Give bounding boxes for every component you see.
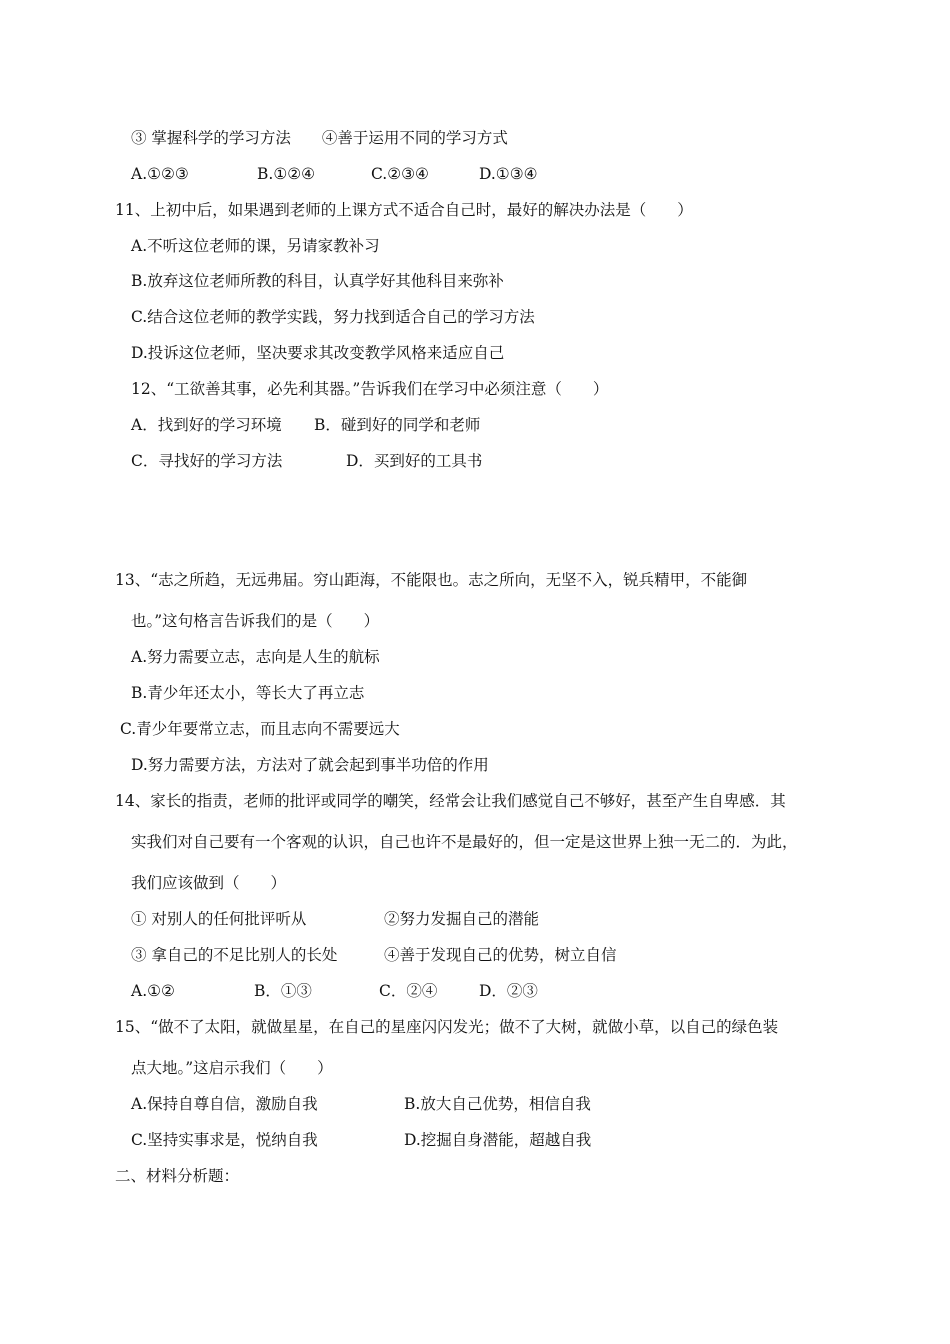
q11-stem: 11、上初中后，如果遇到老师的上课方式不适合自己时，最好的解决办法是（ ） (115, 201, 693, 219)
q13-option-b: B.青少年还太小，等长大了再立志 (131, 684, 365, 702)
q11-option-b: B.放弃这位老师所教的科目，认真学好其他科目来弥补 (131, 272, 504, 290)
q14-item-1: ① 对别人的任何批评听从 (131, 910, 307, 928)
q14-stem-line1: 14、家长的指责，老师的批评或同学的嘲笑，经常会让我们感觉自己不够好，甚至产生自卑感．其 (115, 792, 786, 810)
q12-options-row1 (131, 415, 731, 435)
q11-option-c: C.结合这位老师的教学实践，努力找到适合自己的学习方法 (131, 308, 535, 326)
q11-option-a: A.不听这位老师的课，另请家教补习 (131, 237, 380, 255)
q12-options-row2 (131, 451, 731, 471)
q15-stem-line2: 点大地。”这启示我们（ ） (131, 1059, 333, 1077)
q13-option-a: A.努力需要立志，志向是人生的航标 (131, 648, 380, 666)
prev-item-line: ③ 掌握科学的学习方法 ④善于运用不同的学习方式 (131, 129, 508, 147)
q12-option-b: B．碰到好的同学和老师 (314, 416, 481, 434)
q14-item-2: ②努力发掘自己的潜能 (384, 910, 540, 928)
q12-stem: 12、“工欲善其事，必先利其器。”告诉我们在学习中必须注意（ ） (131, 380, 609, 398)
q14-option-c: C．②④ (379, 982, 438, 1000)
q14-option-a: A.①② (131, 982, 175, 1000)
q15-options-row2 (131, 1130, 731, 1150)
q13-option-c: C.青少年要常立志，而且志向不需要远大 (120, 720, 400, 738)
q13-option-d: D.努力需要方法，方法对了就会起到事半功倍的作用 (131, 756, 489, 774)
q15-option-d: D.挖掘自身潜能，超越自我 (404, 1131, 592, 1149)
q13-stem-line2: 也。”这句格言告诉我们的是（ ） (131, 612, 380, 630)
q14-stem-line3: 我们应该做到（ ） (131, 874, 287, 892)
q14-items-row1 (131, 909, 731, 929)
q14-options-row (131, 981, 731, 1001)
q12-option-d: D．买到好的工具书 (346, 452, 483, 470)
q14-stem-line2: 实我们对自己要有一个客观的认识，自己也许不是最好的，但一定是这世界上独一无二的．为此， (131, 833, 798, 851)
q14-item-4: ④善于发现自己的优势，树立自信 (384, 946, 617, 964)
q15-options-row1 (131, 1094, 731, 1114)
section-heading: 二、材料分析题： (115, 1167, 240, 1185)
q11-option-d: D.投诉这位老师，坚决要求其改变教学风格来适应自己 (131, 344, 505, 362)
q13-stem-line1: 13、“志之所趋，无远弗届。穷山距海，不能限也。志之所向，无坚不入，锐兵精甲，不能御 (115, 571, 748, 589)
prev-option-b: B.①②④ (257, 165, 316, 183)
q15-option-b: B.放大自己优势，相信自我 (404, 1095, 591, 1113)
q14-option-b: B．①③ (254, 982, 312, 1000)
q12-option-a: A．找到好的学习环境 (131, 416, 282, 434)
prev-options-row (131, 164, 731, 184)
q15-option-a: A.保持自尊自信，激励自我 (131, 1095, 318, 1113)
q14-item-3: ③ 拿自己的不足比别人的长处 (131, 946, 338, 964)
q15-stem-line1: 15、“做不了太阳，就做星星，在自己的星座闪闪发光；做不了大树，就做小草，以自己的绿色装 (115, 1018, 779, 1036)
prev-option-a: A.①②③ (131, 165, 189, 183)
q15-option-c: C.坚持实事求是，悦纳自我 (131, 1131, 318, 1149)
prev-option-d: D.①③④ (479, 165, 538, 183)
prev-option-c: C.②③④ (371, 165, 429, 183)
q14-option-d: D．②③ (479, 982, 538, 1000)
q12-option-c: C．寻找好的学习方法 (131, 452, 283, 470)
q14-items-row2 (131, 945, 731, 965)
